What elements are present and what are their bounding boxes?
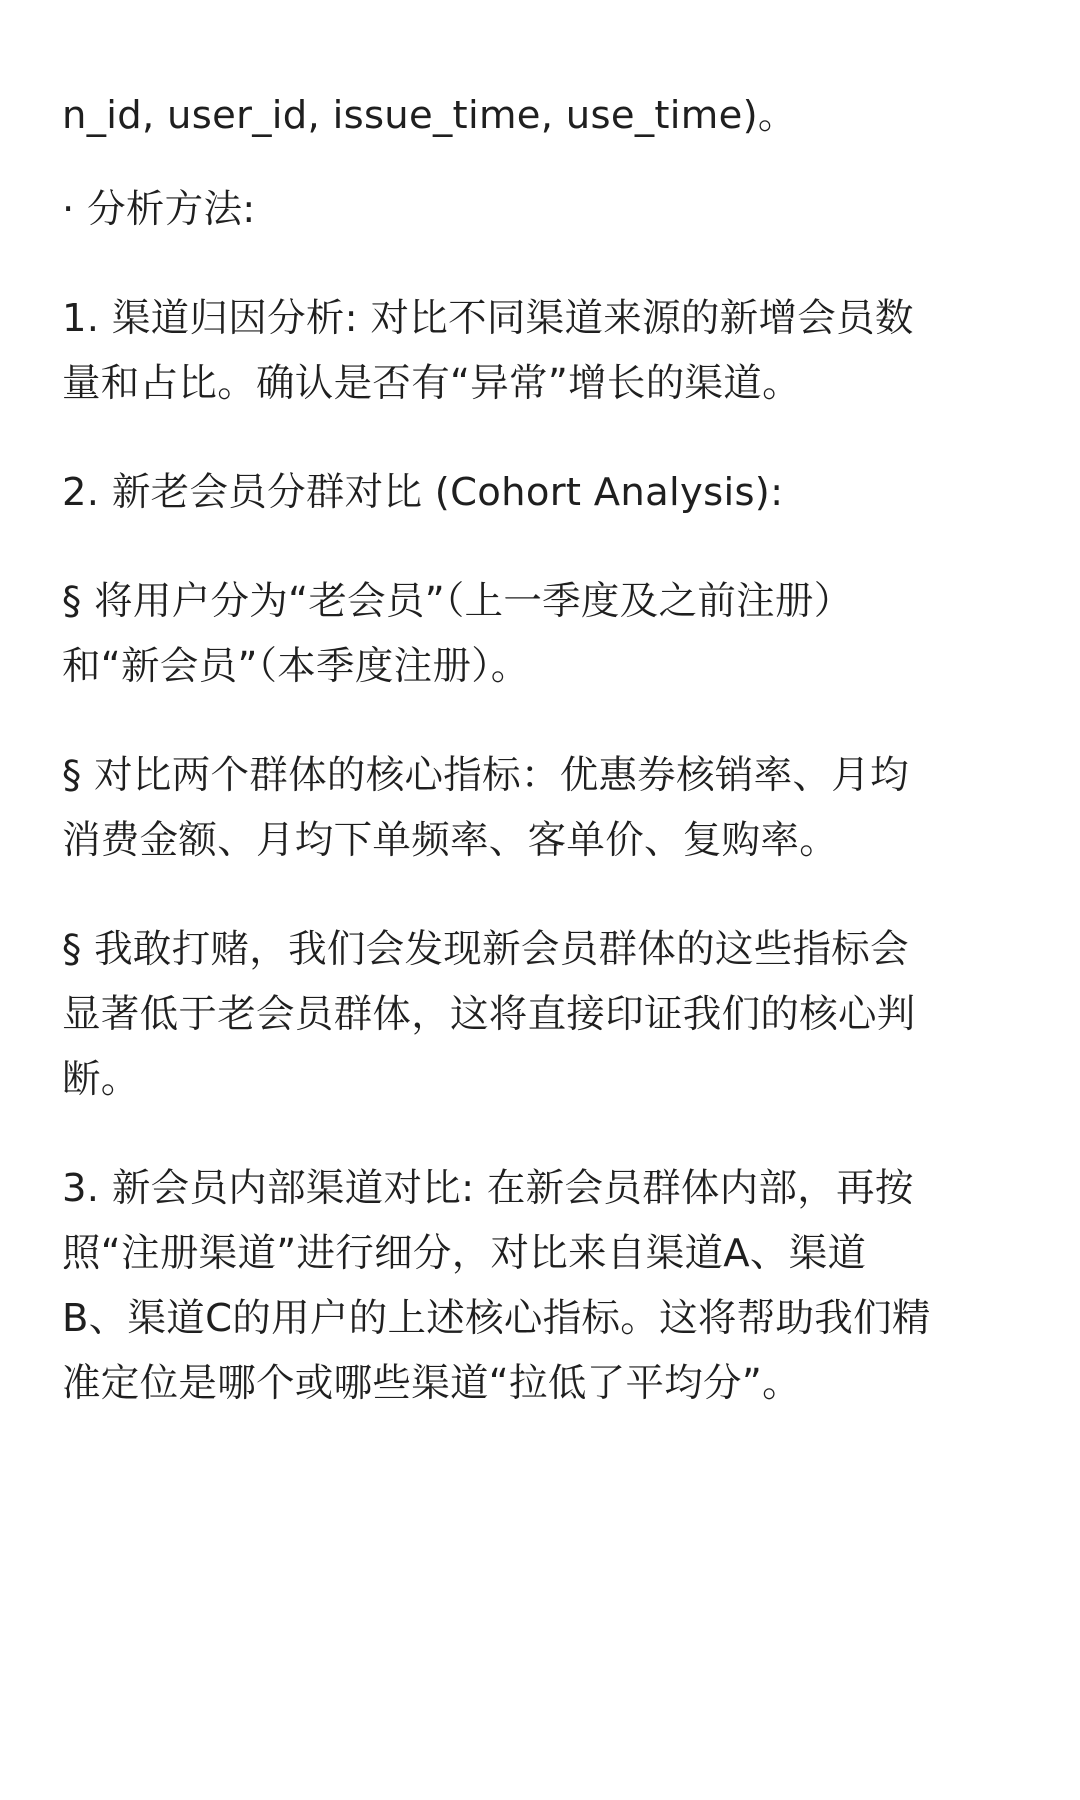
text-line: 1. 渠道归因分析: 对比不同渠道来源的新增会员数 xyxy=(62,296,914,341)
text-line: 2. 新老会员分群对比 (Cohort Analysis): xyxy=(62,470,784,515)
text-line: 显著低于老会员群体，这将直接印证我们的核心判 xyxy=(62,992,916,1037)
text-line: 消费金额、月均下单频率、客单价、复购率。 xyxy=(62,818,839,863)
section-heading: · 分析方法: xyxy=(62,187,256,232)
text-line: 量和占比。确认是否有“异常”增长的渠道。 xyxy=(62,361,801,406)
text-line: n_id, user_id, issue_time, use_time)。 xyxy=(62,93,797,138)
text-line: B、渠道C的用户的上述核心指标。这将帮助我们精 xyxy=(62,1296,931,1341)
text-line: § 对比两个群体的核心指标：优惠券核销率、月均 xyxy=(62,753,909,798)
text-line: 断。 xyxy=(62,1057,140,1102)
text-line: § 我敢打赌，我们会发现新会员群体的这些指标会 xyxy=(62,927,909,972)
text-line: § 将用户分为“老会员”（上一季度及之前注册） xyxy=(62,579,853,624)
text-line: 和“新会员”（本季度注册）。 xyxy=(62,644,530,689)
text-line: 准定位是哪个或哪些渠道“拉低了平均分”。 xyxy=(62,1361,801,1406)
text-line: 3. 新会员内部渠道对比: 在新会员群体内部，再按 xyxy=(62,1166,914,1211)
text-line: 照“注册渠道”进行细分，对比来自渠道A、渠道 xyxy=(62,1231,867,1276)
